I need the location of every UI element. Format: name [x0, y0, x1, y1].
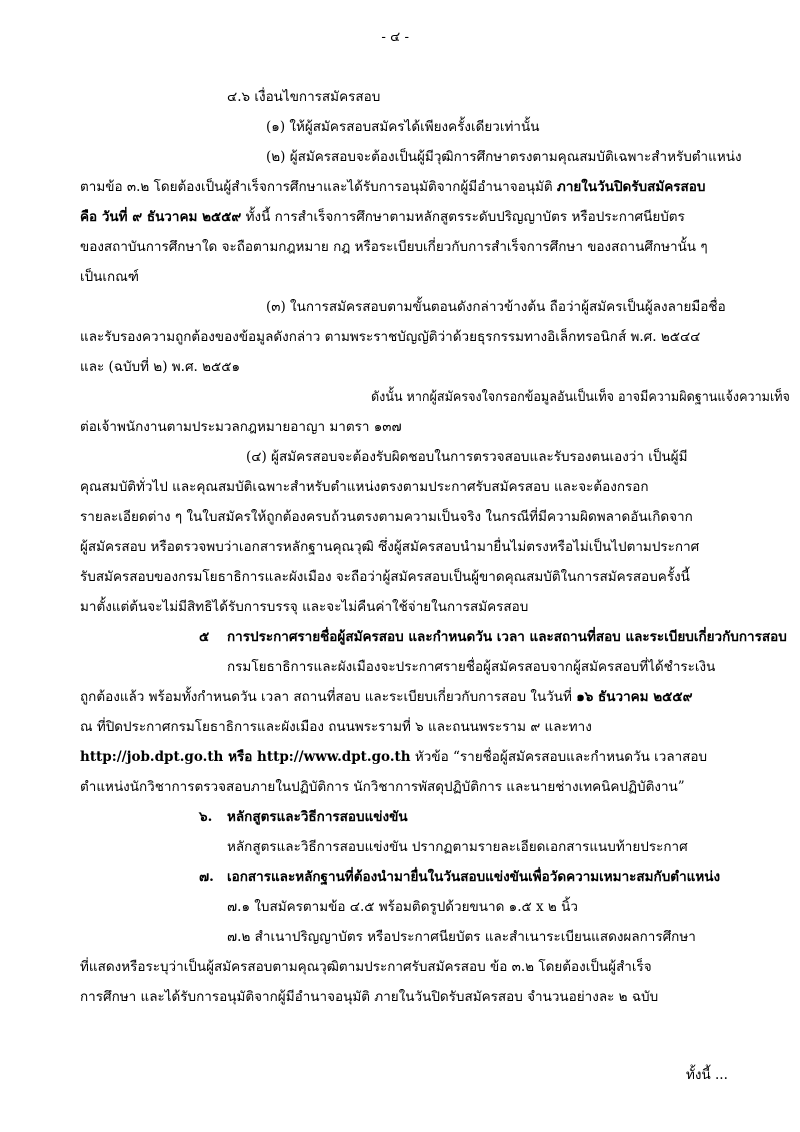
section-5-line-5: ตำแหน่งนักวิชาการตรวจสอบภายในปฏิบัติการ นักวิชาการพัสดุปฏิบัติการ และนายช่างเทคนิคปฏิบัติงาน” [80, 779, 685, 795]
section-7-heading: เอกสารและหลักฐานที่ต้องนำมายื่นในวันสอบแข่งขันเพื่อวัดความเหมาะสมกับตำแหน่ง [227, 869, 721, 885]
section-7-2-line-3: การศึกษา และได้รับการอนุมัติจากผู้มีอำนาจอนุมัติ ภายในวันปิดรับสมัครสอบ จำนวนอย่างละ ๒ ฉบับ [80, 989, 659, 1005]
section-7-1: ๗.๑ ใบสมัครตามข้อ ๔.๕ พร้อมติดรูปด้วยขนาด ๑.๕ x ๒ นิ้ว [227, 899, 578, 915]
condition-2-text-cont: ทั้งนี้ การสำเร็จการศึกษาตามหลักสูตรระดับปริญญาบัตร หรือประกาศนียบัตร [245, 209, 685, 225]
condition-4-line-4: ผู้สมัครสอบ หรือตรวจพบว่าเอกสารหลักฐานคุณวุฒิ ซึ่งผู้สมัครสอบนำมายื่นไม่ตรงหรือไม่เป็นไปตามประกาศ [80, 539, 700, 555]
section-5-line-4 [80, 746, 707, 768]
condition-1: (๑) ให้ผู้สมัครสอบสมัครได้เพียงครั้งเดียวเท่านั้น [266, 119, 540, 135]
section-5-line-2 [80, 686, 693, 708]
section-5-line-1: กรมโยธาธิการและผังเมืองจะประกาศรายชื่อผู้สมัครสอบจากผู้สมัครสอบที่ได้ชำระเงิน [227, 659, 716, 675]
condition-4-line-1: (๔) ผู้สมัครสอบจะต้องรับผิดชอบในการตรวจสอบและรับรองตนเองว่า เป็นผู้มี [246, 449, 688, 465]
condition-3-line-1: (๓) ในการสมัครสอบตามขั้นตอนดังกล่าวข้างต้น ถือว่าผู้สมัครเป็นผู้ลงลายมือชื่อ [266, 299, 726, 315]
section-5-line-3: ณ ที่ปิดประกาศกรมโยธาธิการและผังเมือง ถนนพระรามที่ ๖ และถนนพระราม ๙ และทาง [80, 719, 592, 735]
condition-4-line-6: มาตั้งแต่ต้นจะไม่มีสิทธิได้รับการบรรจุ และจะไม่คืนค่าใช้จ่ายในการสมัครสอบ [80, 599, 529, 615]
condition-3-line-2: และรับรองความถูกต้องของข้อมูลดังกล่าว ตามพระราชบัญญัติว่าด้วยธุรกรรมทางอิเล็กทรอนิกส์ พ.ศ. ๒๕๔๔ [80, 329, 701, 345]
condition-3b-line-1: ดังนั้น หากผู้สมัครจงใจกรอกข้อมูลอันเป็นเท็จ อาจมีความผิดฐานแจ้งความเท็จ [371, 389, 790, 405]
condition-2-line-3 [80, 206, 685, 228]
section-5-number: ๕ [199, 629, 210, 645]
condition-4-line-2: คุณสมบัติทั่วไป และคุณสมบัติเฉพาะสำหรับตำแหน่งตรงตามประกาศรับสมัครสอบ และจะต้องกรอก [80, 479, 649, 495]
section-5-urls: http://job.dpt.go.th หรือ http://www.dpt.go.th [80, 749, 411, 765]
condition-4-line-5: รับสมัครสอบของกรมโยธาธิการและผังเมือง จะถือว่าผู้สมัครสอบเป็นผู้ขาดคุณสมบัติในการสมัครสอบครั้งนี้ [80, 569, 690, 585]
condition-2-text: ตามข้อ ๓.๒ โดยต้องเป็นผู้สำเร็จการศึกษาและได้รับการอนุมัติจากผู้มีอำนาจอนุมัติ [80, 179, 553, 195]
condition-4-line-3: รายละเอียดต่าง ๆ ในใบสมัครให้ถูกต้องครบถ้วนตรงตามความเป็นจริง ในกรณีที่มีความผิดพลาดอันเกิดจาก [80, 509, 693, 525]
section-4-6-heading: ๔.๖ เงื่อนไขการสมัครสอบ [227, 89, 381, 105]
section-6-number: ๖. [199, 809, 213, 825]
condition-2-bold-date: คือ วันที่ ๙ ธันวาคม ๒๕๕๙ [80, 209, 242, 225]
section-5-bold-date: ๑๖ ธันวาคม ๒๕๕๙ [576, 689, 693, 705]
section-5-heading: การประกาศรายชื่อผู้สมัครสอบ และกำหนดวัน เวลา และสถานที่สอบ และระเบียบเกี่ยวกับการสอบ [227, 629, 787, 645]
section-7-2-line-2: ที่แสดงหรือระบุว่าเป็นผู้สมัครสอบตามคุณวุฒิตามประกาศรับสมัครสอบ ข้อ ๓.๒ โดยต้องเป็นผู้สำเร็จ [80, 959, 652, 975]
section-7-2-line-1: ๗.๒ สำเนาปริญญาบัตร หรือประกาศนียบัตร และสำเนาระเบียนแสดงผลการศึกษา [227, 929, 696, 945]
section-5-text: ถูกต้องแล้ว พร้อมทั้งกำหนดวัน เวลา สถานที่สอบ และระเบียบเกี่ยวกับการสอบ ในวันที่ [80, 689, 572, 705]
section-6-heading: หลักสูตรและวิธีการสอบแข่งขัน [227, 809, 408, 825]
section-5-topic: หัวข้อ “รายชื่อผู้สมัครสอบและกำหนดวัน เวลาสอบ [414, 749, 708, 765]
condition-2-line-1: (๒) ผู้สมัครสอบจะต้องเป็นผู้มีวุฒิการศึกษาตรงตามคุณสมบัติเฉพาะสำหรับตำแหน่ง [266, 149, 742, 165]
page-number: - ๔ - [381, 29, 410, 45]
condition-2-line-2 [80, 176, 705, 198]
section-7-number: ๗. [199, 869, 214, 885]
condition-3-line-3: และ (ฉบับที่ ๒) พ.ศ. ๒๕๕๑ [80, 359, 241, 375]
condition-2-line-4: ของสถาบันการศึกษาใด จะถือตามกฎหมาย กฎ หรือระเบียบเกี่ยวกับการสำเร็จการศึกษา ของสถานศึกษานั้น ๆ [80, 239, 708, 255]
condition-2-bold-deadline: ภายในวันปิดรับสมัครสอบ [556, 179, 706, 195]
section-6-line-1: หลักสูตรและวิธีการสอบแข่งขัน ปรากฏตามรายละเอียดเอกสารแนบท้ายประกาศ [227, 839, 688, 855]
continuation-note: ทั้งนี้ ... [686, 1067, 728, 1083]
condition-2-line-5: เป็นเกณฑ์ [80, 269, 139, 285]
condition-3b-line-2: ต่อเจ้าพนักงานตามประมวลกฎหมายอาญา มาตรา ๑๓๗ [80, 419, 402, 435]
